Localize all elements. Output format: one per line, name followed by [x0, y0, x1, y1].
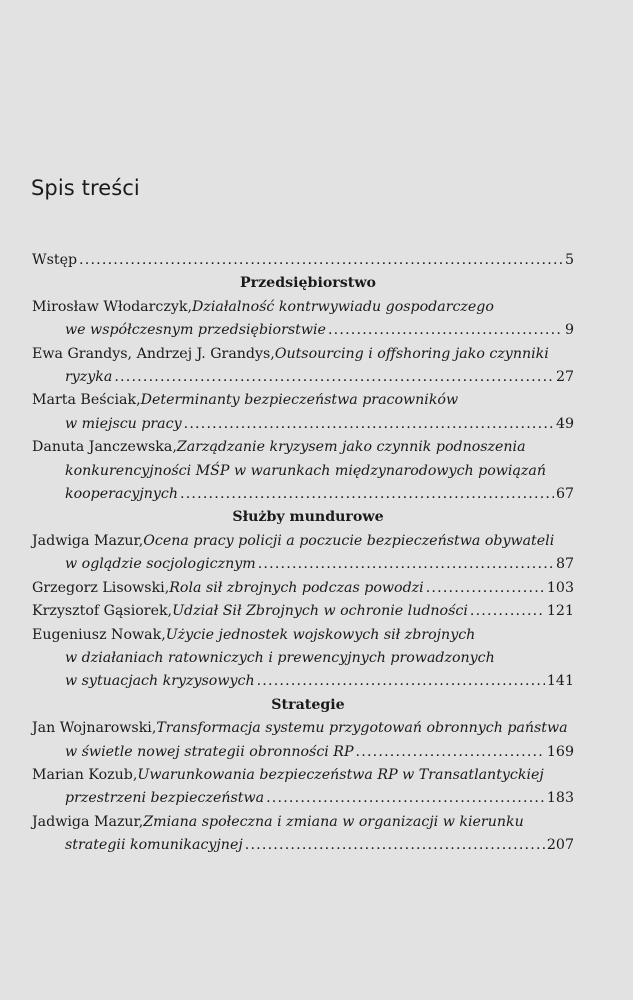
- dot-leader: [180, 483, 554, 506]
- entry-title: Wstęp: [32, 252, 78, 268]
- entry-author: Jadwiga Mazur,: [32, 813, 144, 830]
- toc-entry: [32, 811, 574, 858]
- entry-title: przestrzeni bezpieczeństwa: [65, 790, 265, 807]
- entry-first-line: [32, 811, 574, 834]
- toc-entry: [32, 600, 574, 623]
- entry-continuation-line: [32, 834, 574, 857]
- entry-continuation-line: [32, 741, 574, 764]
- entry-author: Danuta Janczewska,: [32, 439, 177, 456]
- toc-section: [32, 694, 574, 858]
- entry-author: Eugeniusz Nowak,: [32, 626, 166, 643]
- page-number: 67: [555, 486, 574, 503]
- toc-section: [32, 272, 574, 506]
- entry-author: Marian Kozub,: [32, 766, 138, 783]
- toc-entry: [32, 717, 574, 764]
- entry-title: Determinanty bezpieczeństwa pracowników: [140, 392, 459, 409]
- entry-title: Zarządzanie kryzysem jako czynnik podnoszenia: [176, 439, 526, 456]
- page-number: 87: [555, 556, 574, 573]
- page-number: 141: [546, 673, 574, 690]
- toc-entry: [32, 343, 574, 390]
- toc-entry: [32, 577, 574, 600]
- page-number: 5: [564, 252, 574, 268]
- entry-continuation-line: [32, 319, 574, 342]
- toc-entry-intro: [32, 249, 574, 272]
- entry-first-line: [32, 436, 574, 459]
- entry-title: Uwarunkowania bezpieczeństwa RP w Transatlantyckiej: [137, 766, 544, 783]
- toc-entry: [32, 296, 574, 343]
- entry-first-line: [32, 600, 574, 623]
- entry-title: w sytuacjach kryzysowych: [65, 673, 255, 690]
- entry-title: w oglądzie socjologicznym: [65, 556, 256, 573]
- page-heading: Spis treści: [31, 176, 140, 200]
- dot-leader: [328, 319, 563, 342]
- dot-leader: [426, 577, 545, 600]
- entry-title: ryzyka: [65, 369, 113, 386]
- page-number: 169: [546, 743, 574, 760]
- entry-title: Rola sił zbrojnych podczas powodzi: [169, 579, 424, 596]
- dot-leader: [114, 366, 554, 389]
- entry-continuation-line: [32, 647, 574, 670]
- entry-title: kooperacyjnych: [65, 486, 178, 503]
- dot-leader: [79, 249, 563, 272]
- entry-title: w świetle nowej strategii obronności RP: [65, 743, 354, 760]
- entry-title: Użycie jednostek wojskowych sił zbrojnych: [165, 626, 476, 643]
- toc-entry: [32, 389, 574, 436]
- toc-entry: [32, 624, 574, 694]
- toc-entry: [32, 436, 574, 506]
- entry-author: Grzegorz Lisowski,: [32, 579, 170, 596]
- dot-leader: [184, 413, 554, 436]
- entry-title: w działaniach ratowniczych i prewencyjnych prowadzonych: [65, 649, 495, 666]
- dot-leader: [356, 741, 545, 764]
- page-number: 121: [546, 603, 574, 620]
- dot-leader: [257, 670, 545, 693]
- entry-title: konkurencyjności MŚP w warunkach międzynarodowych powiązań: [65, 462, 546, 479]
- entry-author: Mirosław Włodarczyk,: [32, 298, 192, 315]
- entry-continuation-line: [32, 670, 574, 693]
- toc-section: [32, 506, 574, 693]
- section-title: Służby mundurowe: [232, 509, 384, 526]
- entry-continuation-line: [32, 787, 574, 810]
- dot-leader: [258, 553, 554, 576]
- dot-leader: [245, 834, 545, 857]
- entry-first-line: [32, 296, 574, 319]
- page-number: 183: [546, 790, 574, 807]
- entry-title: w miejscu pracy: [65, 415, 182, 432]
- toc-entry: [32, 764, 574, 811]
- entry-first-line: [32, 343, 574, 366]
- entry-first-line: [32, 389, 574, 412]
- page-number: 49: [555, 415, 574, 432]
- section-title: Przedsiębiorstwo: [239, 275, 376, 292]
- entry-author: Marta Beściak,: [32, 392, 141, 409]
- toc-entry: [32, 530, 574, 577]
- entry-author: Krzysztof Gąsiorek,: [32, 603, 173, 620]
- dot-leader: [266, 787, 545, 810]
- entry-continuation-line: [32, 553, 574, 576]
- entry-title: Zmiana społeczna i zmiana w organizacji w kierunku: [143, 813, 524, 830]
- page-number: 9: [564, 322, 574, 339]
- entry-first-line: [32, 577, 574, 600]
- entry-title: strategii komunikacyjnej: [65, 837, 243, 854]
- entry-first-line: [32, 530, 574, 553]
- page-number: 103: [546, 579, 574, 596]
- page-number: 207: [546, 837, 574, 854]
- entry-continuation-line: [32, 483, 574, 506]
- entry-title: Udział Sił Zbrojnych w ochronie ludności: [172, 603, 468, 620]
- entry-author: Ewa Grandys, Andrzej J. Grandys,: [32, 345, 275, 362]
- entry-first-line: [32, 717, 574, 740]
- entry-title: Transformacja systemu przygotowań obronnych państwa: [156, 720, 568, 737]
- table-of-contents: [32, 249, 574, 858]
- entry-title: Outsourcing i offshoring jako czynniki: [274, 345, 549, 362]
- entry-author: Jadwiga Mazur,: [32, 532, 144, 549]
- entry-first-line: [32, 624, 574, 647]
- entry-continuation-line: [32, 413, 574, 436]
- entry-title: Ocena pracy policji a poczucie bezpieczeństwa obywateli: [143, 532, 555, 549]
- entry-author: Jan Wojnarowski,: [32, 720, 157, 737]
- entry-first-line: [32, 764, 574, 787]
- entry-title: we współczesnym przedsiębiorstwie: [65, 322, 326, 339]
- section-title: Strategie: [271, 696, 345, 713]
- sections-container: [32, 272, 574, 857]
- page-number: 27: [555, 369, 574, 386]
- entry-continuation-line: [32, 366, 574, 389]
- dot-leader: [470, 600, 545, 623]
- entry-continuation-line: [32, 460, 574, 483]
- entry-title: Działalność kontrwywiadu gospodarczego: [191, 298, 494, 315]
